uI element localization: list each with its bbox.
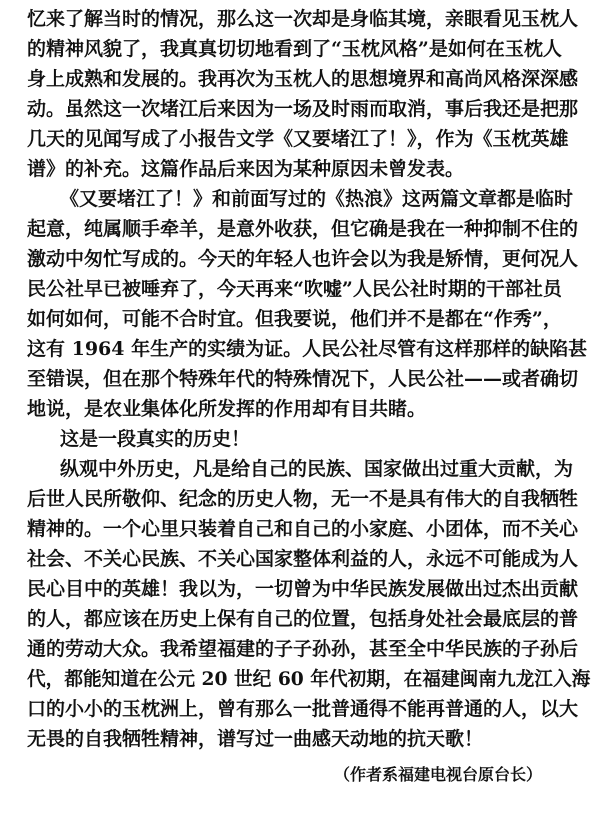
text-line-19: 社会、不关心民族、不关心国家整体利益的人，永远不可能成为人 (27, 548, 579, 570)
text-line-3: 身上成熟和发展的。我再次为玉枕人的思想境界和高尚风格深深感 (27, 68, 579, 90)
text-line-14: 地说，是农业集体化所发挥的作用却有目共睹。 (27, 398, 427, 420)
text-line-17: 后世人民所敬仰、纪念的历史人物，无一不是具有伟大的自我牺牲 (27, 488, 579, 510)
text-line-2: 的精神风貌了，我真真切切地看到了“玉枕风格”是如何在玉枕人 (27, 38, 562, 60)
text-line-25: 无畏的自我牺牲精神，谱写过一曲感天动地的抗天歌！ (27, 728, 484, 750)
text-line-13: 至错误，但在那个特殊年代的特殊情况下，人民公社——或者确切 (27, 368, 579, 390)
text-line-11: 如何如何，可能不合时宜。但我要说，他们并不是都在“作秀”， (27, 308, 562, 330)
text-line-6: 谱》的补充。这篇作品后来因为某种原因未曾发表。 (27, 158, 465, 180)
text-line-24: 口的小小的玉枕洲上，曾有那么一批普通得不能再普通的人，以大 (27, 698, 579, 720)
text-line-18: 精神的。一个心里只装着自己和自己的小家庭、小团体，而不关心 (27, 518, 579, 540)
text-line-9: 激动中匆忙写成的。今天的年轻人也许会以为我是矫情，更何况人 (27, 248, 579, 270)
text-line-22: 通的劳动大众。我希望福建的子子孙孙，甚至全中华民族的子孙后 (27, 638, 579, 660)
text-line-15: 这是一段真实的历史！ (60, 428, 251, 450)
text-line-20: 民心目中的英雄！我以为，一切曾为中华民族发展做出过杰出贡献 (27, 578, 579, 600)
text-line-1: 忆来了解当时的情况，那么这一次却是身临其境，亲眼看见玉枕人 (27, 8, 579, 30)
text-line-21: 的人，都应该在历史上保有自己的位置，包括身处社会最底层的普 (27, 608, 579, 630)
text-line-23: 代，都能知道在公元 20 世纪 60 年代初期，在福建闽南九龙江入海 (27, 668, 591, 690)
text-line-12: 这有 1964 年生产的实绩为证。人民公社尽管有这样那样的缺陷甚 (27, 338, 588, 360)
text-line-8: 起意，纯属顺手牵羊，是意外收获，但它确是我在一种抑制不住的 (27, 218, 579, 240)
text-line-5: 几天的见闻写成了小报告文学《又要堵江了！》，作为《玉枕英雄 (27, 128, 569, 150)
text-line-10: 民公社早已被唾弃了，今天再来“吹嘘”人民公社时期的干部社员 (27, 278, 562, 300)
text-line-7: 《又要堵江了！》和前面写过的《热浪》这两篇文章都是临时 (60, 188, 574, 210)
text-line-4: 动。虽然这一次堵江后来因为一场及时雨而取消，事后我还是把那 (27, 98, 579, 120)
author-signature: （作者系福建电视台原台长） (334, 765, 543, 784)
text-line-16: 纵观中外历史，凡是给自己的民族、国家做出过重大贡献，为 (60, 458, 574, 480)
